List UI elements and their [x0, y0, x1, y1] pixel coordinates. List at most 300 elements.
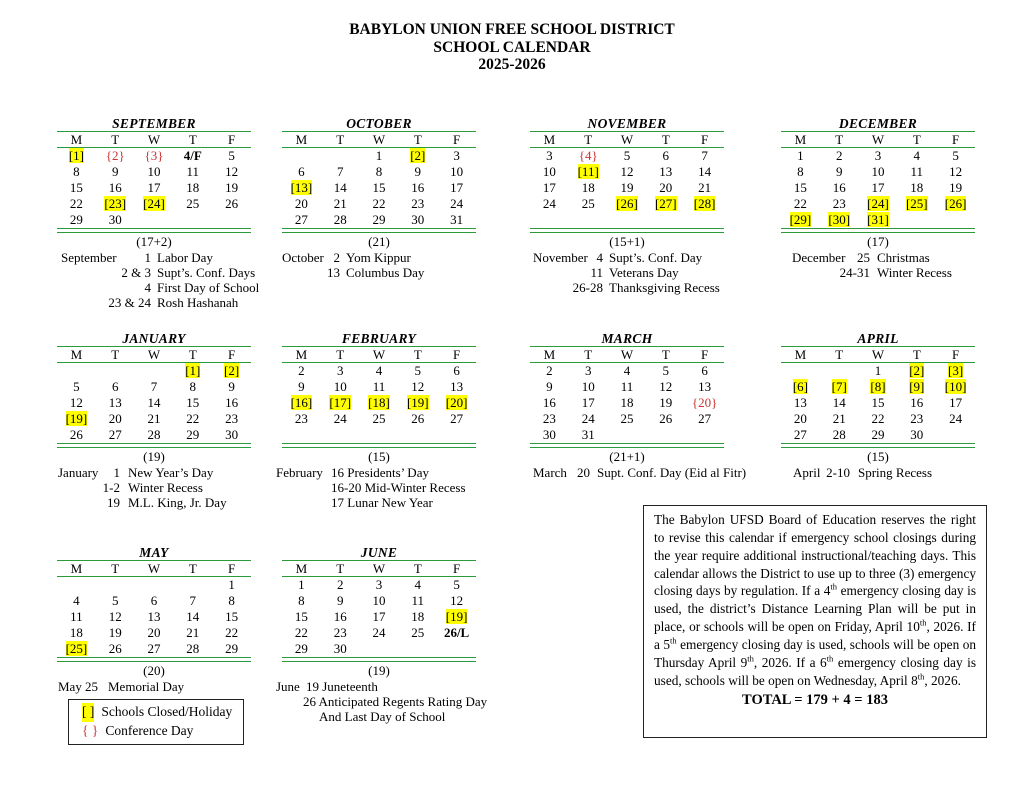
day-header: W — [620, 132, 634, 147]
date-cell-closed: [28] — [693, 196, 716, 211]
day-header: W — [372, 347, 386, 362]
date-cell: 11 — [70, 609, 83, 624]
date-cell: 1 — [298, 577, 305, 592]
date-cell: 28 — [333, 212, 347, 227]
note-line — [282, 694, 488, 709]
day-header: W — [147, 561, 161, 576]
week-row — [530, 180, 724, 196]
week-row — [282, 395, 476, 411]
note-line — [530, 280, 724, 295]
date-cell: 17 — [542, 180, 556, 195]
date-cell: 5 — [73, 379, 80, 394]
note-date: 26-28 — [572, 280, 603, 295]
date-cell: 19 — [225, 180, 239, 195]
week-row — [530, 196, 724, 212]
note-date: 19 — [107, 495, 120, 510]
month-day-count: (20) — [143, 663, 165, 678]
month-day-count: (15) — [867, 449, 889, 464]
date-cell: 15 — [225, 609, 239, 624]
note-text: Thanksgiving Recess — [609, 280, 720, 295]
date-cell: 15 — [186, 395, 200, 410]
week-row — [530, 164, 724, 180]
date-cell: 28 — [832, 427, 846, 442]
date-cell: 17 — [372, 609, 386, 624]
date-cell: 12 — [411, 379, 425, 394]
divider — [530, 443, 724, 448]
month-notes — [781, 465, 975, 480]
month-name: JANUARY — [122, 331, 186, 346]
week-row — [530, 395, 724, 411]
note-line — [781, 465, 975, 480]
note-line — [282, 265, 476, 280]
day-header-row — [781, 347, 975, 362]
date-cell: 17 — [871, 180, 885, 195]
date-cell-conference: {4} — [578, 148, 598, 163]
week-row — [781, 379, 975, 395]
date-cell-empty — [437, 641, 476, 657]
date-cell: 11 — [411, 593, 425, 608]
date-cell-empty — [212, 212, 251, 228]
date-cell: 20 — [793, 411, 807, 426]
month-june — [276, 545, 488, 724]
date-cell-empty — [321, 427, 360, 443]
note-line — [57, 480, 251, 495]
date-cell: 13 — [147, 609, 161, 624]
date-cell: 16 — [411, 180, 425, 195]
note-line — [57, 265, 256, 280]
note-text: Supt. Conf. Day (Eid al Fitr) — [597, 465, 747, 480]
divider — [781, 228, 975, 233]
date-cell: 17 — [147, 180, 161, 195]
date-cell: 29 — [372, 212, 386, 227]
date-cell: 3 — [453, 148, 460, 163]
date-cell: 26 — [225, 196, 239, 211]
date-cell: 9 — [228, 379, 235, 394]
note-text: Winter Recess — [877, 265, 952, 280]
month-notes — [276, 465, 476, 510]
total-days: TOTAL = 179 + 4 = 183 — [742, 692, 888, 709]
date-cell: 5 — [662, 363, 670, 378]
date-cell: 12 — [949, 164, 963, 179]
week-row — [282, 164, 476, 180]
day-header: T — [111, 132, 120, 147]
date-cell: 23 — [333, 625, 347, 640]
month-name: NOVEMBER — [587, 116, 667, 131]
date-cell: 2 — [835, 148, 843, 163]
date-cell-empty — [96, 363, 135, 379]
conference-symbol: { } — [82, 722, 99, 738]
date-cell: 13 — [108, 395, 122, 410]
month-december — [781, 116, 975, 280]
month-day-count: (19) — [143, 449, 165, 464]
date-cell-empty — [608, 212, 647, 228]
day-header: F — [452, 347, 461, 362]
date-cell: 1 — [375, 148, 383, 163]
date-cell-closed: [19] — [445, 609, 468, 624]
month-october — [282, 116, 476, 280]
day-header: M — [70, 561, 83, 576]
date-cell: 11 — [186, 164, 200, 179]
date-cell: 21 — [147, 411, 161, 426]
date-cell: 14 — [333, 180, 347, 195]
week-row — [57, 609, 251, 625]
date-cell: 24 — [581, 411, 595, 426]
note-text: Memorial Day — [108, 679, 185, 694]
day-header: M — [295, 561, 308, 576]
week-row — [781, 148, 975, 164]
day-header: W — [372, 132, 386, 147]
day-header: T — [188, 561, 197, 576]
note-line — [530, 465, 747, 480]
day-header: M — [794, 132, 807, 147]
divider — [282, 228, 476, 233]
day-header: F — [227, 132, 236, 147]
date-cell-empty — [897, 212, 936, 228]
date-cell: 19 — [108, 625, 122, 640]
date-cell-special: 4/F — [183, 148, 202, 163]
date-cell: 12 — [620, 164, 634, 179]
note-text: And Last Day of School — [319, 709, 446, 724]
date-cell-closed: [1] — [185, 363, 201, 378]
date-cell: 7 — [150, 379, 158, 394]
legend-item-conference — [82, 722, 243, 741]
note-month-label: May — [58, 679, 82, 694]
note-text: Labor Day — [157, 250, 213, 265]
day-header-row — [282, 347, 476, 362]
date-cell-empty — [135, 212, 174, 228]
date-cell-empty — [282, 427, 321, 443]
note-date: 4 — [596, 250, 603, 265]
date-cell: 16 — [832, 180, 846, 195]
date-cell: 3 — [874, 148, 882, 163]
date-cell: 5 — [623, 148, 631, 163]
day-header-row — [530, 347, 724, 362]
divider — [282, 443, 476, 448]
date-cell-closed: [24] — [867, 196, 889, 211]
day-header: T — [336, 561, 345, 576]
date-cell: 3 — [546, 148, 553, 163]
date-cell-closed: [25] — [65, 641, 88, 656]
date-cell: 5 — [952, 148, 959, 163]
day-header-row — [530, 132, 724, 147]
date-cell: 16 — [225, 395, 239, 410]
date-cell: 3 — [336, 363, 344, 378]
date-cell: 24 — [542, 196, 556, 211]
note-text: Rosh Hashanah — [157, 295, 239, 310]
date-cell-closed: [29] — [789, 212, 812, 227]
date-cell-closed: [2] — [224, 363, 240, 378]
date-cell: 28 — [186, 641, 200, 656]
week-row — [282, 379, 476, 395]
month-september — [57, 116, 260, 310]
date-cell: 6 — [111, 379, 119, 394]
date-cell: 11 — [620, 379, 634, 394]
date-cell: 15 — [294, 609, 308, 624]
week-row — [57, 164, 251, 180]
date-cell: 18 — [620, 395, 634, 410]
week-row — [57, 148, 251, 164]
date-cell-empty — [57, 577, 96, 593]
date-cell: 7 — [701, 148, 708, 163]
month-day-count: (15+1) — [609, 234, 645, 249]
date-cell: 1 — [797, 148, 804, 163]
date-cell: 23 — [225, 411, 239, 426]
month-notes — [57, 465, 251, 510]
note-line — [282, 495, 476, 510]
date-cell: 23 — [832, 196, 846, 211]
date-cell: 9 — [298, 379, 305, 394]
week-row — [282, 411, 476, 427]
note-date: 25 — [857, 250, 870, 265]
legend-box — [68, 699, 244, 745]
day-header: F — [452, 132, 461, 147]
date-cell-empty — [398, 641, 437, 657]
date-cell: 13 — [698, 379, 712, 394]
date-cell: 21 — [186, 625, 200, 640]
date-cell: 22 — [294, 625, 308, 640]
note-line — [781, 250, 975, 265]
date-cell-closed: [23] — [104, 196, 127, 211]
note-date: 20 — [577, 465, 590, 480]
date-cell: 22 — [793, 196, 807, 211]
date-cell: 3 — [375, 577, 383, 592]
month-notes — [530, 465, 747, 480]
date-cell: 29 — [871, 427, 885, 442]
date-cell: 8 — [298, 593, 305, 608]
note-line — [57, 465, 251, 480]
day-header: F — [452, 561, 461, 576]
month-name: DECEMBER — [838, 116, 918, 131]
note-line — [276, 679, 476, 694]
day-header: T — [584, 347, 593, 362]
day-header-row — [282, 132, 476, 147]
date-cell-empty — [437, 427, 476, 443]
date-cell: 5 — [111, 593, 119, 608]
date-cell: 5 — [453, 577, 460, 592]
date-cell-closed: [2] — [410, 148, 426, 163]
date-cell-closed: [11] — [577, 164, 599, 179]
date-cell: 8 — [375, 164, 383, 179]
date-cell: 5 — [228, 148, 235, 163]
date-cell: 15 — [69, 180, 83, 195]
month-day-count: (21) — [368, 234, 390, 249]
day-header: T — [835, 347, 844, 362]
date-cell-empty — [936, 427, 975, 443]
month-name: SEPTEMBER — [112, 116, 196, 131]
date-cell: 26 — [659, 411, 673, 426]
note-line — [530, 250, 724, 265]
week-row — [781, 411, 975, 427]
day-header: T — [111, 561, 120, 576]
note-text: 16 Presidents’ Day — [331, 465, 429, 480]
week-row — [781, 212, 975, 228]
week-row — [781, 427, 975, 443]
week-row — [781, 395, 975, 411]
date-cell-closed: [19] — [406, 395, 429, 410]
month-day-count: (15) — [368, 449, 390, 464]
note-date: 1-2 — [102, 480, 120, 495]
date-cell-closed: [10] — [944, 379, 967, 394]
title-district: BABYLON UNION FREE SCHOOL DISTRICT — [349, 21, 675, 38]
date-cell-closed: [20] — [445, 395, 468, 410]
date-cell: 31 — [450, 212, 464, 227]
date-cell-empty — [57, 363, 96, 379]
week-row — [282, 641, 476, 657]
date-cell: 27 — [450, 411, 464, 426]
date-cell: 26 — [69, 427, 83, 442]
day-header: T — [584, 132, 593, 147]
date-cell: 6 — [298, 164, 305, 179]
week-row — [282, 180, 476, 196]
week-row — [781, 363, 975, 379]
day-header: F — [951, 132, 960, 147]
day-header: T — [111, 347, 120, 362]
day-header: M — [295, 347, 308, 362]
date-cell: 16 — [108, 180, 122, 195]
date-cell: 25 — [411, 625, 425, 640]
date-cell-empty — [360, 641, 399, 657]
date-cell-closed: [16] — [290, 395, 313, 410]
divider — [282, 657, 476, 662]
date-cell: 30 — [910, 427, 924, 442]
date-cell: 29 — [186, 427, 200, 442]
date-cell-closed: [26] — [944, 196, 967, 211]
note-month-label: October — [282, 250, 324, 265]
date-cell: 1 — [228, 577, 235, 592]
date-cell: 1 — [874, 363, 882, 378]
note-date: 2-10 — [826, 465, 850, 480]
day-header: M — [794, 347, 807, 362]
emergency-notice-box — [643, 505, 987, 738]
day-header: T — [413, 132, 422, 147]
note-text: Christmas — [877, 250, 930, 265]
date-cell: 6 — [453, 363, 460, 378]
month-name: MAY — [139, 545, 169, 560]
date-cell: 28 — [147, 427, 161, 442]
month-notes — [282, 250, 476, 280]
date-cell: 27 — [108, 427, 122, 442]
date-cell: 9 — [414, 164, 422, 179]
date-cell-empty — [96, 577, 135, 593]
note-text: 26 Anticipated Regents Rating Day — [303, 694, 488, 709]
month-day-count: (21+1) — [609, 449, 645, 464]
date-cell: 13 — [659, 164, 673, 179]
week-row — [530, 411, 724, 427]
date-cell: 14 — [832, 395, 846, 410]
date-cell-closed: [8] — [870, 379, 886, 394]
date-cell: 9 — [835, 164, 843, 179]
week-row — [57, 577, 251, 593]
week-row — [57, 625, 251, 641]
note-date: 13 — [327, 265, 340, 280]
date-cell: 16 — [542, 395, 556, 410]
date-cell: 21 — [698, 180, 712, 195]
date-cell: 14 — [698, 164, 712, 179]
day-header: W — [147, 347, 161, 362]
week-row — [781, 180, 975, 196]
date-cell: 5 — [414, 363, 422, 378]
month-february — [276, 331, 476, 510]
month-notes — [781, 250, 975, 280]
date-cell: 8 — [797, 164, 804, 179]
date-cell: 21 — [832, 411, 846, 426]
date-cell: 18 — [910, 180, 924, 195]
title-year: 2025-2026 — [478, 56, 546, 73]
date-cell-closed: [19] — [65, 411, 88, 426]
week-row — [282, 577, 476, 593]
note-text: Supt’s. Conf. Day — [609, 250, 703, 265]
week-row — [781, 196, 975, 212]
date-cell-empty — [685, 212, 724, 228]
date-cell: 24 — [949, 411, 963, 426]
day-header: F — [227, 561, 236, 576]
day-header-row — [57, 347, 251, 362]
day-header: T — [661, 132, 670, 147]
date-cell-empty — [135, 577, 174, 593]
date-cell: 19 — [949, 180, 963, 195]
date-cell: 15 — [372, 180, 386, 195]
month-name: JUNE — [360, 545, 398, 560]
date-cell: 29 — [225, 641, 239, 656]
day-header: T — [336, 347, 345, 362]
date-cell: 18 — [411, 609, 425, 624]
week-row — [530, 148, 724, 164]
month-november — [530, 116, 724, 295]
date-cell-empty — [173, 577, 212, 593]
week-row — [57, 212, 251, 228]
date-cell: 12 — [659, 379, 673, 394]
date-cell: 20 — [108, 411, 122, 426]
date-cell: 9 — [336, 593, 344, 608]
date-cell: 22 — [225, 625, 239, 640]
page-title — [0, 21, 1024, 74]
date-cell: 6 — [701, 363, 708, 378]
date-cell: 24 — [333, 411, 347, 426]
date-cell: 27 — [698, 411, 712, 426]
date-cell: 24 — [450, 196, 464, 211]
date-cell: 20 — [659, 180, 673, 195]
week-row — [57, 593, 251, 609]
note-month-label: November — [533, 250, 588, 265]
day-header-row — [781, 132, 975, 147]
week-row — [282, 363, 476, 379]
day-header: M — [295, 132, 308, 147]
day-header: W — [620, 347, 634, 362]
date-cell-empty — [135, 363, 174, 379]
date-cell: 4 — [623, 363, 631, 378]
date-cell: 25 — [186, 196, 200, 211]
date-cell: 27 — [147, 641, 161, 656]
date-cell: 10 — [372, 593, 386, 608]
date-cell: 2 — [336, 577, 344, 592]
day-header: T — [413, 347, 422, 362]
date-cell: 10 — [333, 379, 347, 394]
date-cell: 29 — [69, 212, 83, 227]
date-cell-empty — [820, 363, 859, 379]
date-cell: 29 — [294, 641, 308, 656]
note-line — [57, 495, 251, 510]
date-cell: 24 — [372, 625, 386, 640]
note-text: Veterans Day — [609, 265, 679, 280]
date-cell: 18 — [69, 625, 83, 640]
date-cell: 22 — [186, 411, 200, 426]
date-cell-empty — [398, 427, 437, 443]
note-text: 17 Lunar New Year — [331, 495, 433, 510]
date-cell-closed: [26] — [616, 196, 638, 211]
date-cell-empty — [321, 148, 360, 164]
date-cell: 7 — [189, 593, 197, 608]
date-cell-conference: {3} — [144, 148, 164, 163]
